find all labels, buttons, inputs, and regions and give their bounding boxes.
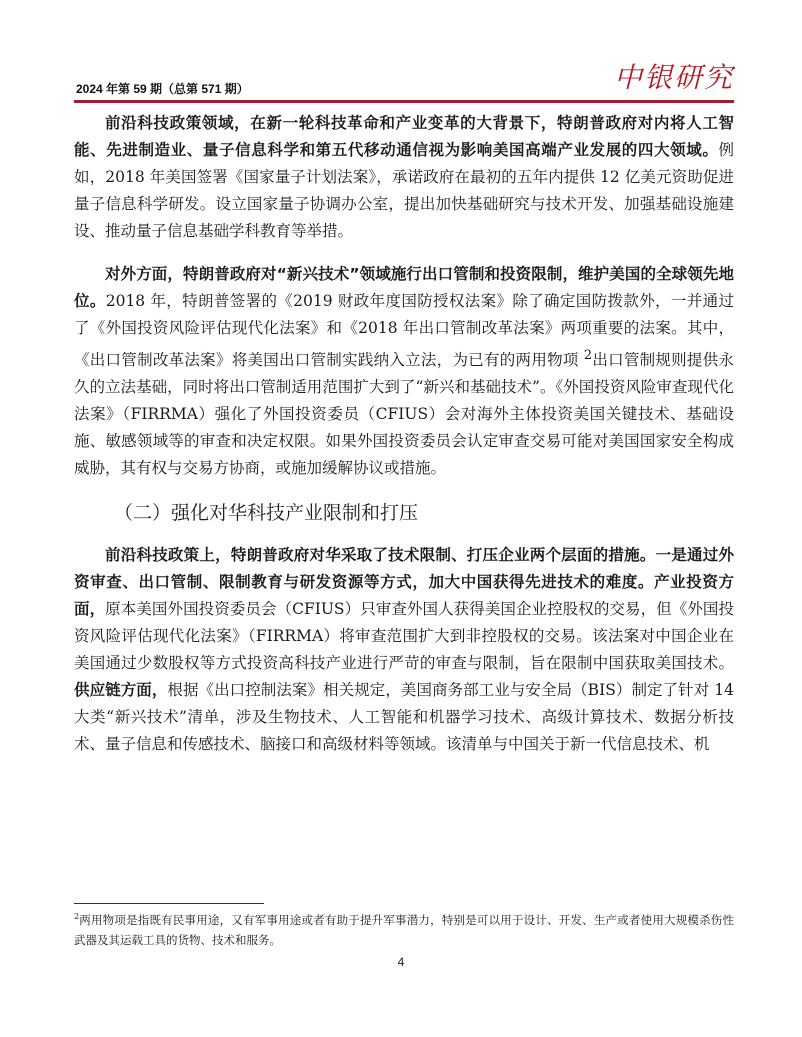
- paragraph-3: [74, 542, 734, 758]
- paragraph-3-subhead: 供应链方面，: [74, 681, 168, 700]
- footnote: [74, 907, 734, 950]
- footnote-reference[interactable]: 2: [583, 348, 593, 363]
- page-header: [74, 60, 734, 100]
- footnote-text: 两用物项是指既有民事用途，又有军事用途或者有助于提升军事潜力，特别是可以用于设计、开发、生产或者使用大规模杀伤性武器及其运载工具的货物、技术和服务。: [74, 912, 734, 947]
- brand-logo: 中银研究: [613, 61, 734, 94]
- paragraph-1: [74, 110, 734, 245]
- body-content: [74, 110, 734, 774]
- paragraph-2-text-a: 2018 年，特朗普签署的《2019 财政年度国防授权法案》除了确定国防拨款外，一并通过了《外国投资风险评估现代化法案》和《2018 年出口管制改革法案》两项重要的法案。其中，《出口管制改革法案》将美国出口管制实践纳入立法，为已有的两用物项: [74, 292, 734, 370]
- section-heading: （二）强化对华科技产业限制和打压: [114, 502, 419, 525]
- paragraph-2-lead: 对外方面，特朗普政府对“新兴技术”领域施行出口管制和投资限制，维护美国的全球领先地位。: [74, 265, 734, 310]
- header-divider: [74, 100, 734, 103]
- footnote-number: 2: [74, 912, 80, 921]
- paragraph-2: [74, 261, 734, 482]
- paragraph-3-text-2: 根据《出口控制法案》相关规定，美国商务部工业与安全局（BIS）制定了针对 14 大类“新兴技术”清单，涉及生物技术、人工智能和机器学习技术、高级计算技术、数据分析技术、量子信息和传感技术、脑接口和高级材料等领域。该清单与中国关于新一代信息技术、机: [74, 681, 734, 754]
- page-number: 4: [397, 955, 405, 969]
- issue-label: 2024 年第 59 期（总第 571 期）: [76, 82, 249, 96]
- paragraph-2-text-b: 出口管制规则提供永久的立法基础，同时将出口管制适用范围扩大到了“新兴和基础技术”。《外国投资风险审查现代化法案》（FIRRMA）强化了外国投资委员（CFIUS）会对海外主体投资美国关键技术、基础设施、敏感领域等的审查和决定权限。如果外国投资委员会认定审查交易可能对美国国家安全构成威胁，其有权与交易方协商，或施加缓解协议或措施。: [74, 351, 734, 478]
- paragraph-1-text: 例如，2018 年美国签署《国家量子计划法案》，承诺政府在最初的五年内提供 12 亿美元资助促进量子信息科学研发。设立国家量子协调办公室，提出加快基础研究与技术开发、加强基础设施建设、推动量子信息基础学科教育等举措。: [74, 141, 734, 240]
- paragraph-1-lead: 前沿科技政策领域，在新一轮科技革命和产业变革的大背景下，特朗普政府对内将人工智能、先进制造业、量子信息科学和第五代移动通信视为影响美国高端产业发展的四大领域。: [74, 114, 734, 159]
- paragraph-3-text-1: 原本美国外国投资委员会（CFIUS）只审查外国人获得美国企业控股权的交易，但《外国投资风险评估现代化法案》（FIRRMA）将审查范围扩大到非控股权的交易。该法案对中国企业在美国通过少数股权等方式投资高科技产业进行严苛的审查与限制，旨在限制中国获取美国技术。: [74, 600, 734, 673]
- paragraph-3-lead: 前沿科技政策上，特朗普政府对华采取了技术限制、打压企业两个层面的措施。一是通过外资审查、出口管制、限制教育与研发资源等方式，加大中国获得先进技术的难度。产业投资方面，: [74, 546, 734, 619]
- footnote-divider: [74, 903, 264, 904]
